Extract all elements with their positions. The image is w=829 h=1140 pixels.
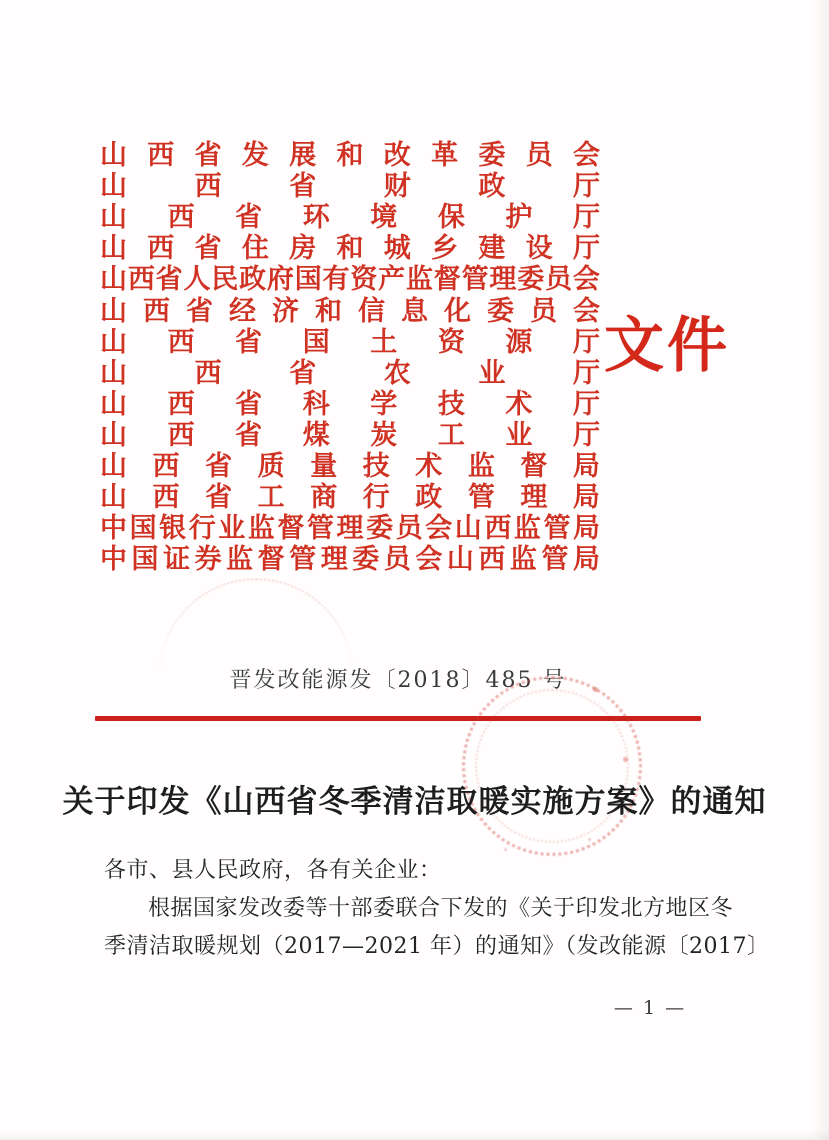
agency-char: 证 [163,544,191,576]
agency-line [100,420,600,451]
agency-char: 西 [167,419,195,451]
agency-char: 民 [211,264,239,296]
agency-char: 山 [100,140,127,172]
agency-char: 省 [235,388,263,420]
agency-char: 业 [218,513,246,545]
agency-char: 省 [205,482,233,514]
agency-line [100,513,600,544]
agency-char: 督 [520,450,548,482]
agency-char: 质 [257,450,285,482]
agency-char: 理 [489,264,517,296]
agency-char: 山 [100,388,127,420]
agency-char: 督 [433,264,461,296]
agency-line [100,233,600,264]
agency-char: 西 [484,513,512,545]
agency-char: 西 [478,544,506,576]
agency-char: 和 [315,295,342,327]
agency-char: 中 [100,544,127,576]
agency-char: 量 [310,450,338,482]
agency-char: 厅 [572,388,600,420]
agency-line [100,264,600,295]
agency-char: 技 [437,388,465,420]
agency-char: 山 [100,202,127,234]
agency-char: 省 [194,140,222,172]
agency-char: 改 [383,140,411,172]
agency-char: 山 [454,513,482,545]
agency-char: 监 [467,450,495,482]
agency-char: 化 [444,295,471,327]
agency-char: 会 [415,544,443,576]
agency-line [100,327,600,358]
agency-line [100,358,600,389]
agency-char: 经 [229,295,256,327]
agency-char: 理 [336,513,364,545]
agency-char: 资 [437,326,465,358]
agency-char: 术 [415,450,443,482]
agency-char: 省 [235,419,263,451]
agency-char: 山 [100,233,127,265]
agency-char: 学 [370,388,398,420]
agency-char: 信 [358,295,385,327]
agency-line [100,171,600,202]
agency-char: 炭 [370,419,398,451]
agency-char: 建 [478,233,506,265]
agency-char: 展 [289,140,317,172]
agency-char: 护 [505,202,533,234]
agency-char: 省 [289,171,317,203]
agency-char: 员 [545,264,572,296]
agency-char: 省 [155,264,183,296]
agency-char: 资 [350,264,378,296]
agency-char: 监 [226,544,254,576]
agency-char: 省 [235,202,263,234]
agency-char: 省 [205,450,233,482]
agency-char: 国 [129,513,157,545]
agency-char: 煤 [302,419,330,451]
agency-line [100,389,600,420]
agency-char: 管 [543,513,571,545]
agency-char: 西 [194,357,222,389]
agency-char: 理 [520,482,548,514]
agency-char: 府 [266,264,294,296]
agency-char: 员 [383,544,411,576]
agency-char: 息 [401,295,428,327]
agency-char: 业 [505,419,533,451]
agency-char: 管 [461,264,489,296]
agency-char: 局 [573,513,600,545]
agency-char: 工 [437,419,465,451]
agency-char: 会 [572,140,600,172]
agency-char: 西 [194,171,222,203]
agency-char: 山 [100,450,127,482]
agency-char: 委 [517,264,545,296]
agency-char: 政 [415,482,443,514]
agency-char: 政 [478,171,506,203]
agency-char: 济 [272,295,299,327]
agency-char: 厅 [572,171,600,203]
agency-char: 员 [530,295,557,327]
agency-char: 监 [405,264,433,296]
agency-char: 行 [362,482,390,514]
agency-char: 住 [241,233,269,265]
agency-char: 会 [425,513,453,545]
agency-char: 保 [437,202,465,234]
agency-char: 环 [302,202,330,234]
agency-char: 山 [100,264,127,296]
official-seal-stamp [462,676,642,856]
agency-char: 境 [370,202,398,234]
agency-line [100,202,600,233]
agency-char: 西 [127,264,155,296]
agency-char: 厅 [572,202,600,234]
agency-char: 革 [431,140,459,172]
agency-char: 厅 [572,357,600,389]
agency-char: 山 [100,357,127,389]
agency-char: 会 [573,295,600,327]
agency-line [100,295,600,326]
scan-shadow-bottom-edge [0,1130,829,1140]
agency-char: 员 [525,140,553,172]
agency-char: 山 [100,482,127,514]
agency-char: 理 [320,544,348,576]
agency-list [100,140,600,575]
agency-line [100,544,600,575]
agency-line [100,140,600,171]
agency-char: 银 [159,513,187,545]
agency-char: 监 [247,513,275,545]
agency-char: 中 [100,513,127,545]
salutation-line: 各市、县人民政府，各有关企业： [104,858,442,883]
page-number: — 1 — [613,997,687,1019]
agency-char: 国 [131,544,159,576]
agency-char: 乡 [431,233,459,265]
agency-char: 厅 [572,419,600,451]
agency-char: 监 [509,544,537,576]
agency-char: 局 [572,482,600,514]
agency-char: 西 [167,202,195,234]
agency-char: 政 [239,264,267,296]
agency-char: 有 [322,264,350,296]
agency-char: 局 [572,544,600,576]
agency-char: 国 [302,326,330,358]
agency-char: 和 [336,233,364,265]
agency-char: 券 [194,544,222,576]
agency-char: 业 [478,357,506,389]
agency-char: 省 [186,295,213,327]
agency-char: 管 [467,482,495,514]
agency-char: 财 [383,171,411,203]
agency-line [100,451,600,482]
agency-char: 厅 [572,233,600,265]
paragraph [104,890,770,966]
agency-char: 委 [366,513,394,545]
agency-char: 商 [310,482,338,514]
file-label: 文件 [604,311,730,381]
agency-char: 督 [257,544,285,576]
agency-char: 源 [505,326,533,358]
body-text [104,852,770,966]
agency-char: 科 [302,388,330,420]
agency-char: 委 [352,544,380,576]
agency-char: 厅 [572,326,600,358]
document-title: 关于印发《山西省冬季清洁取暖实施方案》的通知 [62,784,767,820]
agency-char: 省 [235,326,263,358]
agency-char: 产 [378,264,406,296]
agency-char: 省 [289,357,317,389]
agency-char: 技 [362,450,390,482]
agency-char: 委 [478,140,506,172]
agency-char: 管 [306,513,334,545]
agency-char: 西 [147,233,175,265]
paragraph-line: 季清洁取暖规划（2017—2021 年）的通知》（发改能源〔2017〕 [104,934,770,959]
agency-char: 土 [370,326,398,358]
agency-char: 西 [152,482,180,514]
agency-char: 人 [183,264,211,296]
agency-char: 设 [525,233,553,265]
agency-char: 农 [383,357,411,389]
paragraph-line: 根据国家发改委等十部委联合下发的《关于印发北方地区冬 [148,896,734,921]
scan-shadow-right-edge [811,0,829,1140]
agency-char: 管 [289,544,317,576]
agency-char: 西 [152,450,180,482]
agency-char: 房 [289,233,317,265]
agency-char: 管 [541,544,569,576]
agency-char: 西 [143,295,170,327]
agency-char: 西 [167,388,195,420]
agency-char: 国 [294,264,322,296]
agency-char: 工 [257,482,285,514]
agency-char: 和 [336,140,364,172]
agency-char: 会 [572,264,600,296]
agency-char: 发 [241,140,269,172]
agency-char: 督 [277,513,305,545]
agency-char: 监 [513,513,541,545]
agency-char: 山 [100,326,127,358]
agency-char: 山 [100,295,127,327]
agency-char: 局 [572,450,600,482]
agency-char: 西 [167,326,195,358]
agency-char: 城 [383,233,411,265]
agency-char: 山 [100,419,127,451]
agency-char: 行 [188,513,216,545]
agency-char: 省 [194,233,222,265]
agency-char: 委 [487,295,514,327]
agency-char: 员 [395,513,423,545]
agency-char: 术 [505,388,533,420]
agency-line [100,482,600,513]
agency-char: 山 [100,171,127,203]
agency-char: 山 [446,544,474,576]
red-header-rule [95,716,701,721]
agency-char: 西 [147,140,175,172]
doc-number: 晋发改能源发〔2018〕485 号 [229,668,567,693]
